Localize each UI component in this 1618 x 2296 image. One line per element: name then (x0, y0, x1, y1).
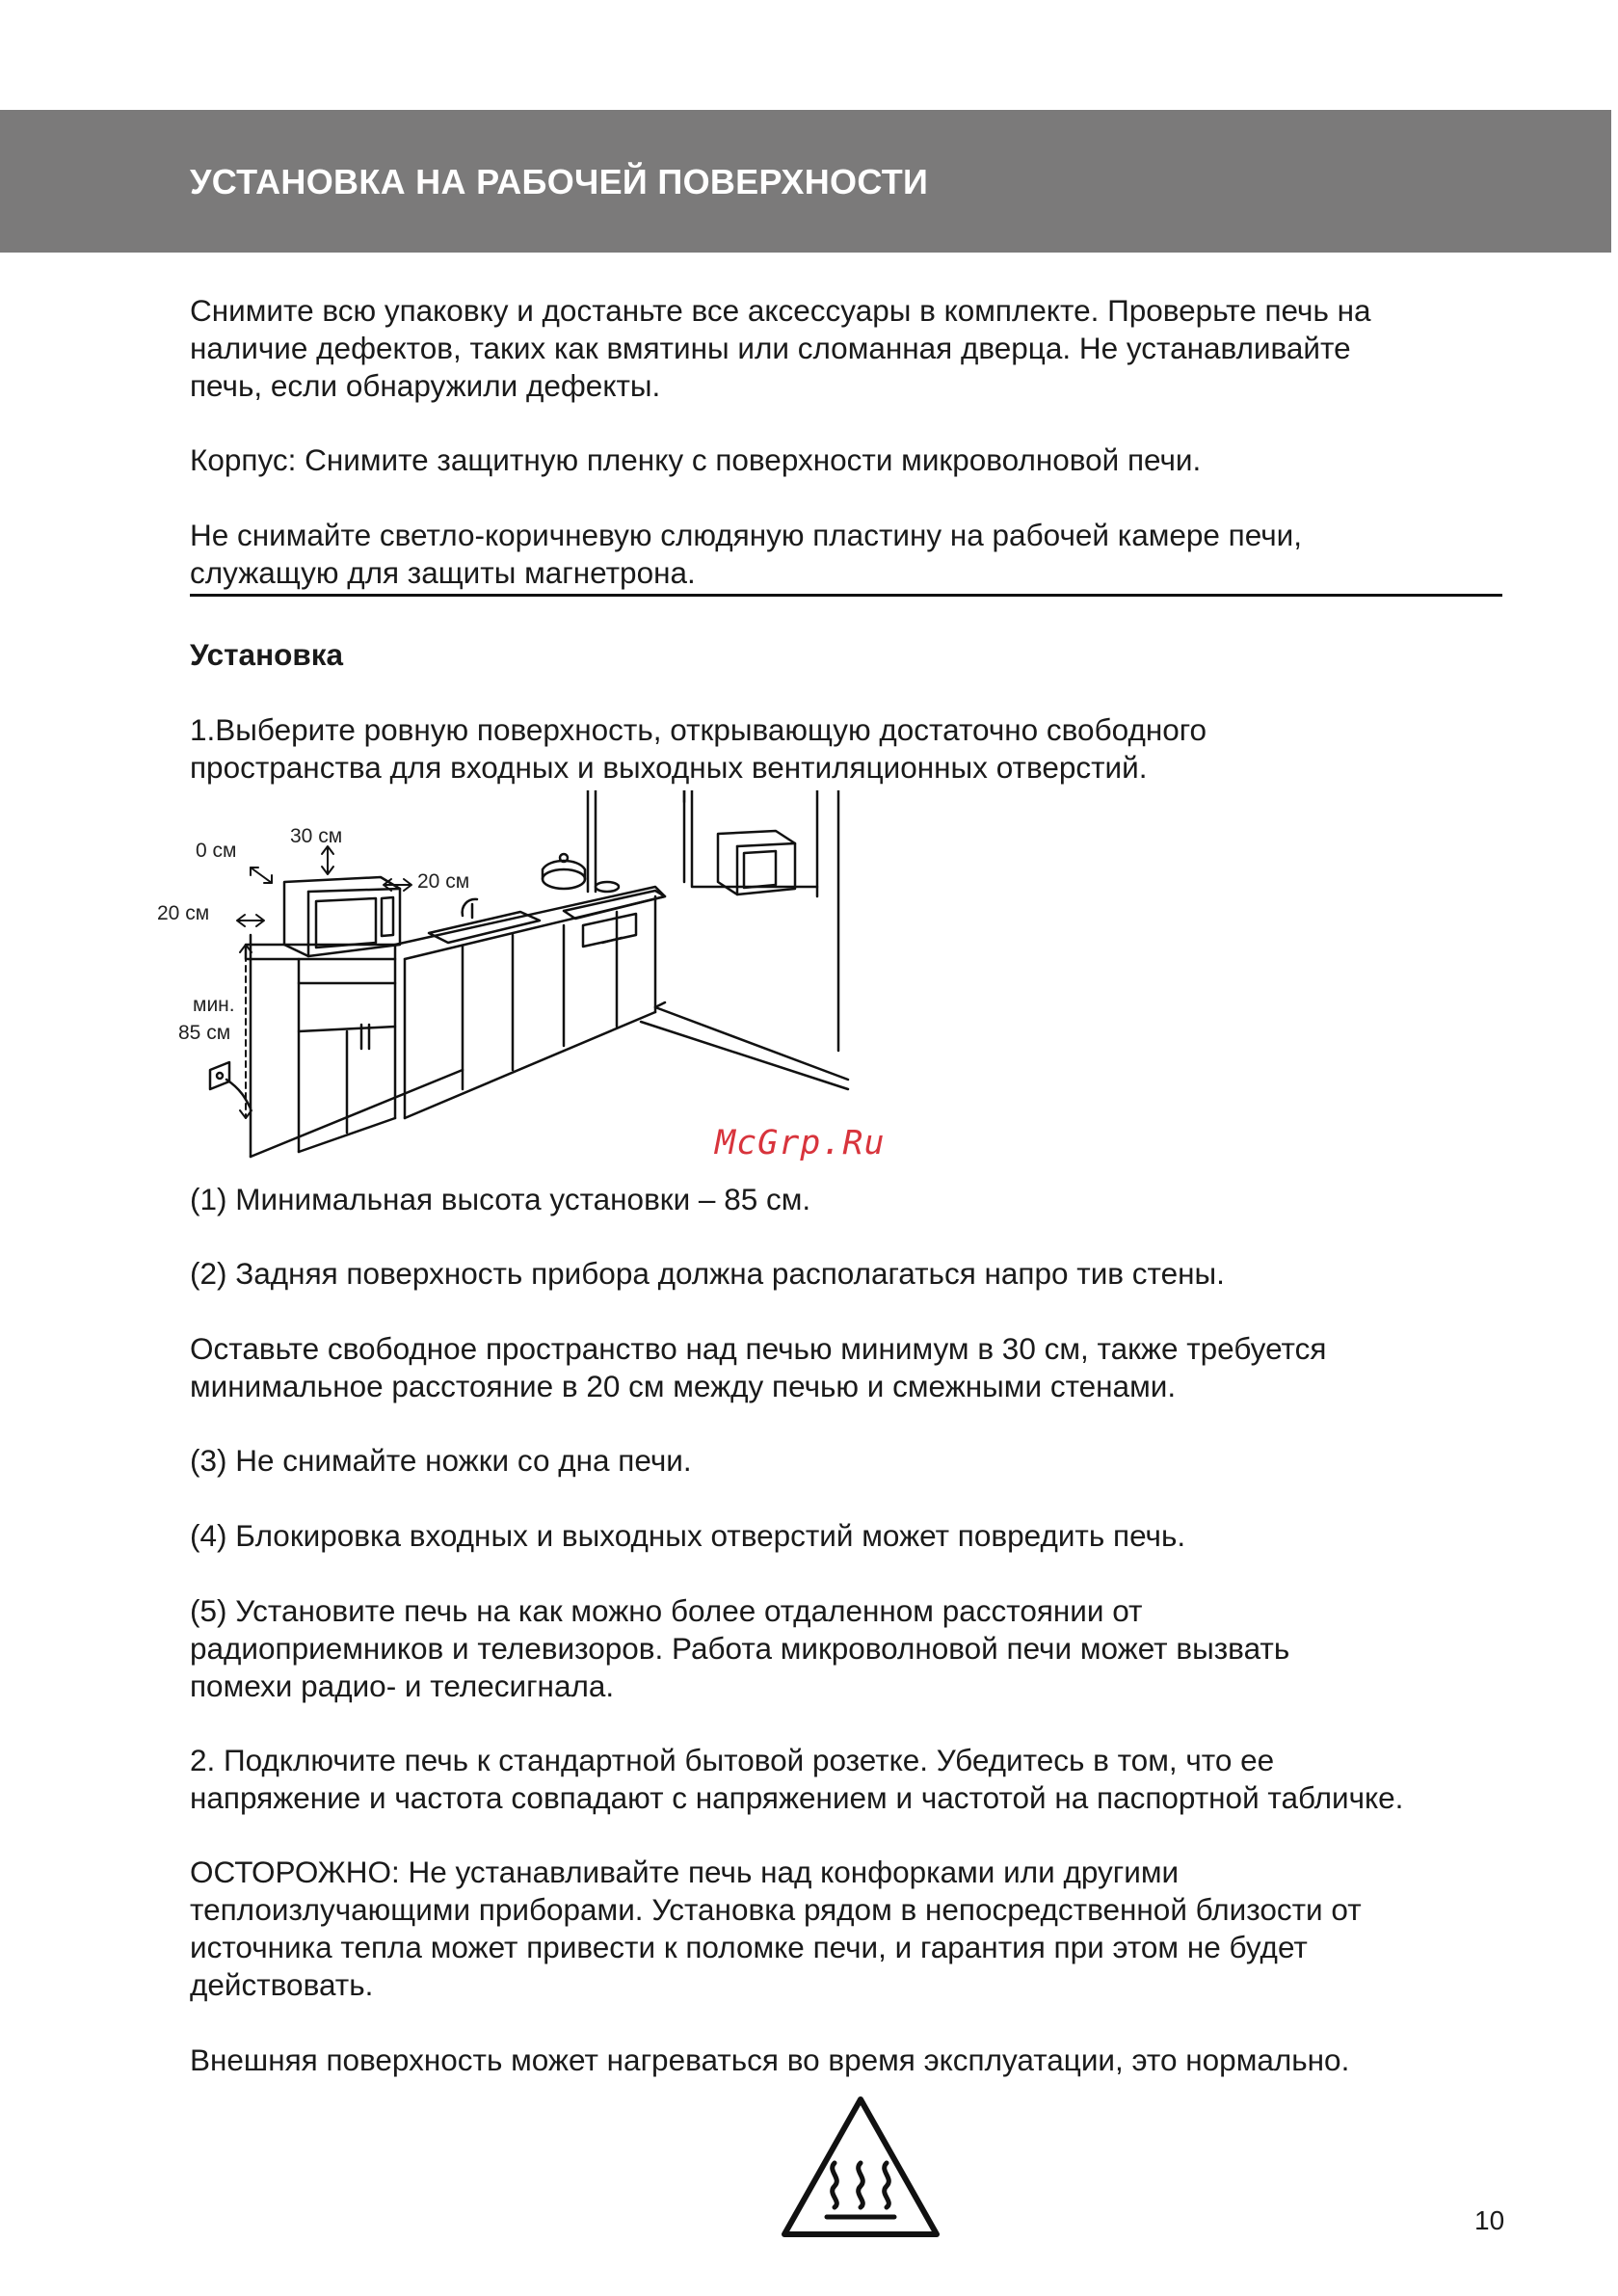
text-line: наличие дефектов, таких как вмятины или сломанная дверца. Не устанавливайте (190, 331, 1351, 365)
text-line: теплоизлучающими приборами. Установка рядом в непосредственной близости от (190, 1892, 1362, 1927)
note-1: (1) Минимальная высота установки – 85 см. (190, 1182, 811, 1216)
label-min: мин. (193, 994, 235, 1016)
text-line: Снимите всю упаковку и достаньте все аксессуары в комплекте. Проверьте печь на (190, 293, 1371, 328)
text-line: радиоприемников и телевизоров. Работа микроволновой печи может вызвать (190, 1631, 1290, 1666)
intro-paragraph-2: Корпус: Снимите защитную пленку с поверхности микроволновой печи. (190, 442, 1202, 477)
label-0cm: 0 см (196, 840, 237, 862)
text-line: источника тепла может привести к поломке печи, и гарантия при этом не будет (190, 1930, 1308, 1964)
text-line: Не снимайте светло-коричневую слюдяную пластину на рабочей камере печи, (190, 518, 1302, 552)
label-20cm-right: 20 см (417, 870, 470, 893)
text-line: печь, если обнаружили дефекты. (190, 368, 661, 403)
section-divider (190, 594, 1502, 597)
page-number: 10 (1474, 2205, 1505, 2235)
hot-surface-warning-icon (779, 2094, 942, 2240)
installation-clearance-diagram (154, 790, 867, 1166)
label-20cm-left: 20 см (157, 902, 210, 924)
note-2: (2) Задняя поверхность прибора должна располагаться напро тив стены. (190, 1256, 1225, 1291)
text-line: пространства для входных и выходных вентиляционных отверстий. (190, 750, 1148, 785)
text-line: помехи радио- и телесигнала. (190, 1669, 615, 1703)
text-line: Оставьте свободное пространство над печью минимум в 30 см, также требуется (190, 1331, 1327, 1366)
note-3: (3) Не снимайте ножки со дна печи. (190, 1443, 692, 1478)
page-title: УСТАНОВКА НА РАБОЧЕЙ ПОВЕРХНОСТИ (190, 162, 929, 201)
label-85cm: 85 см (178, 1022, 231, 1044)
text-line: 1.Выберите ровную поверхность, открывающую достаточно свободного (190, 712, 1207, 747)
surface-heat-note: Внешняя поверхность может нагреваться во время эксплуатации, это нормально. (190, 2042, 1350, 2077)
text-line: (5) Установите печь на как можно более отдаленном расстоянии от (190, 1593, 1143, 1628)
text-line: 2. Подключите печь к стандартной бытовой розетке. Убедитесь в том, что ее (190, 1743, 1275, 1777)
note-4: (4) Блокировка входных и выходных отверстий может повредить печь. (190, 1518, 1186, 1553)
section-heading: Установка (190, 637, 343, 672)
text-line: служащую для защиты магнетрона. (190, 555, 696, 590)
text-line: действовать. (190, 1967, 374, 2002)
text-line: ОСТОРОЖНО: Не устанавливайте печь над конфорками или другими (190, 1855, 1180, 1889)
watermark: McGrp.Ru (715, 1124, 886, 1162)
text-line: напряжение и частота совпадают с напряжением и частотой на паспортной табличке. (190, 1780, 1404, 1815)
label-30cm: 30 см (290, 825, 343, 847)
text-line: минимальное расстояние в 20 см между печью и смежными стенами. (190, 1369, 1177, 1403)
